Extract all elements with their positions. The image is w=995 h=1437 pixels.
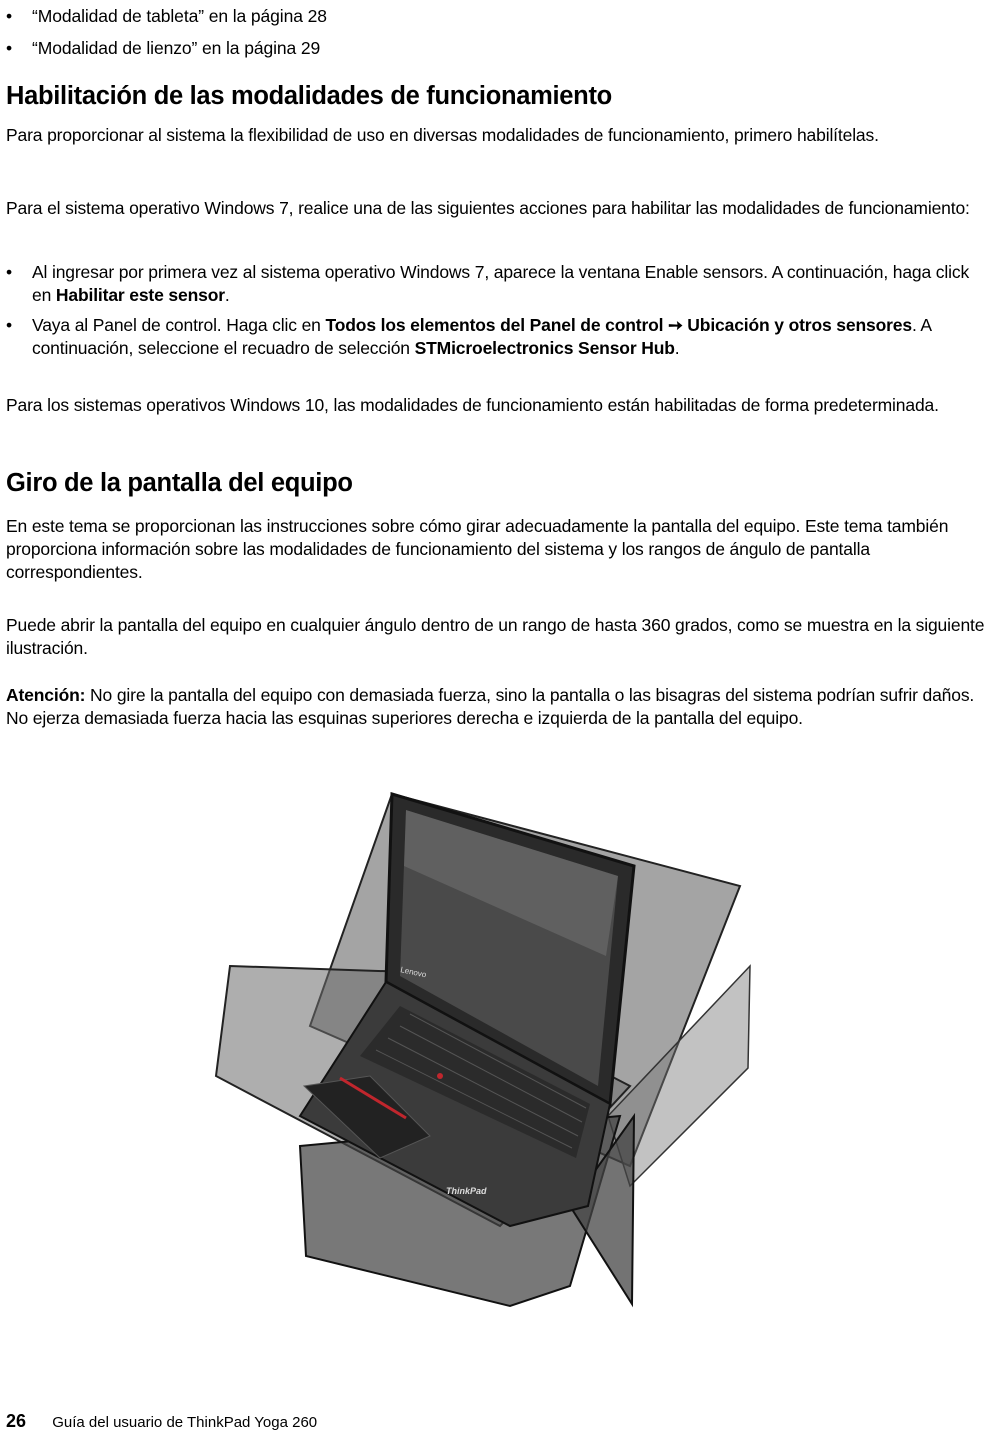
bullet: • [6, 38, 13, 58]
section-heading: Giro de la pantalla del equipo [6, 469, 353, 497]
cross-reference-link[interactable]: “Modalidad de tableta” en la página 28 [32, 6, 327, 26]
trackpoint [437, 1073, 443, 1079]
list-text: . [224, 285, 230, 305]
list-item [6, 0, 327, 32]
bullet: • [6, 315, 12, 335]
attention-text: No gire la pantalla del equipo con demasiada fuerza, sino la pantalla o las bisagras del sistema podrían sufrir daños. No ejerza demasiada fuerza hacia las esquinas superiores derecha e izquierda de la pantalla del equipo. [6, 685, 975, 728]
list-item [6, 32, 327, 64]
paragraph: Para proporcionar al sistema la flexibilidad de uso en diversas modalidades de funcionamiento, primero habilítelas. [6, 125, 879, 145]
bullet: • [6, 6, 13, 26]
lid-brand-logo: ThinkPad [446, 1186, 487, 1196]
cross-reference-list [6, 0, 327, 64]
cross-reference-link[interactable]: “Modalidad de lienzo” en la página 29 [32, 38, 321, 58]
list-item [6, 261, 991, 307]
paragraph: Para los sistemas operativos Windows 10, las modalidades de funcionamiento están habilitadas de forma predeterminada. [6, 395, 939, 415]
list-text: . [674, 338, 680, 358]
menu-path-bold: Todos los elementos del Panel de control ➙ Ubicación y otros sensores [325, 315, 912, 335]
attention-note [6, 684, 991, 730]
paragraph: Puede abrir la pantalla del equipo en cualquier ángulo dentro de un rango de hasta 360 grados, como se muestra en la siguiente ilustración. [6, 615, 985, 658]
footer-title: Guía del usuario de ThinkPad Yoga 260 [52, 1414, 318, 1431]
bullet: • [6, 262, 12, 282]
attention-label: Atención: [6, 685, 86, 705]
paragraph: En este tema se proporcionan las instrucciones sobre cómo girar adecuadamente la pantalla del equipo. Este tema también proporciona información sobre las modalidades de funcionamiento del sistema y los rangos de ángulo de pantalla correspondientes. [6, 516, 949, 582]
paragraph: Para el sistema operativo Windows 7, realice una de las siguientes acciones para habilitar las modalidades de funcionamiento: [6, 198, 970, 218]
list-text: Al ingresar por primera vez al sistema operativo Windows 7, aparece la ventana Enable sensors. A continuación, haga click en [32, 262, 970, 305]
instruction-list [6, 261, 991, 360]
list-text: . A continuación, seleccione el recuadro de selección [32, 315, 931, 358]
list-item [6, 314, 991, 360]
page-footer [6, 1411, 317, 1432]
section-heading: Habilitación de las modalidades de funcionamiento [6, 82, 612, 110]
checkbox-label-bold: STMicroelectronics Sensor Hub [414, 338, 675, 358]
list-text: Vaya al Panel de control. Haga clic en [32, 315, 326, 335]
screen-brand-logo: Lenovo [399, 965, 428, 980]
laptop-rotation-illustration [210, 786, 780, 1312]
ui-label-bold: Habilitar este sensor [55, 285, 225, 305]
page-number: 26 [6, 1411, 27, 1431]
